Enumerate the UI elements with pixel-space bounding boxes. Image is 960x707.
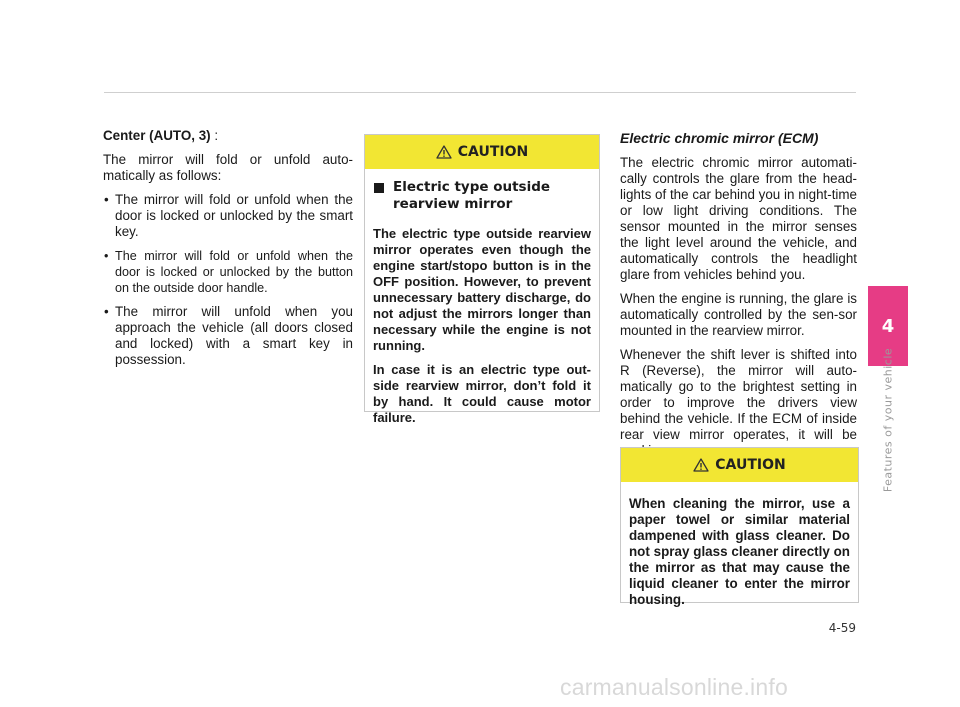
- left-column: [103, 128, 353, 376]
- caution-subtitle: Electric type outside rearview mirror: [373, 179, 591, 213]
- caution-header: [621, 448, 858, 482]
- center-auto-heading: Center (AUTO, 3) :: [103, 128, 219, 143]
- list-item: • The mirror will fold or unfold when the door is locked or unlocked by the button on the outside door handle.: [103, 248, 353, 296]
- fold-intro: The mirror will fold or unfold auto-matically as follows:: [103, 152, 353, 183]
- fold-bullet-list: [103, 192, 353, 368]
- chapter-side-label: Features of your vehicle: [881, 347, 895, 493]
- warning-triangle-icon: [436, 145, 452, 159]
- caution-body: [365, 169, 599, 426]
- warning-triangle-icon: [693, 458, 709, 472]
- header-rule: [104, 92, 856, 93]
- caution-paragraph: When cleaning the mirror, use a paper towel or similar material dampened with glass cleaner. Do not spray glass cleaner directly on the mirror as that may cause the liquid cleaner to enter the mirror housing.: [629, 496, 850, 607]
- list-item: • The mirror will unfold when you approach the vehicle (all doors closed and locked) with a smart key in possession.: [103, 304, 353, 368]
- caution-label: CAUTION: [715, 457, 786, 473]
- caution-label: CAUTION: [457, 144, 529, 160]
- square-bullet-icon: [374, 183, 384, 193]
- caution-box-cleaning: [620, 447, 859, 607]
- list-item: • The mirror will fold or unfold when the door is locked or unlocked by the smart key.: [103, 192, 353, 240]
- caution-body: [621, 482, 858, 608]
- ecm-paragraph: The electric chromic mirror automati-cally controls the glare from the head-lights of the car behind you in night-time or low light driving conditions. The sensor mounted in the mirror senses the light level around the vehicle, and automatically controls the headlight glare from vehicles behind you.: [620, 155, 857, 282]
- caution-paragraph: The electric type outside rearview mirror operates even though the engine start/stopo button is in the OFF position. However, to prevent unnecessary battery discharge, do not adjust the mirrors longer than necessary while the engine is not running.: [373, 226, 591, 353]
- chapter-tab: 4: [868, 286, 908, 366]
- caution-box-outside-mirror: [364, 134, 600, 425]
- caution-paragraph: In case it is an electric type out-side rearview mirror, don’t fold it by hand. It could cause motor failure.: [373, 362, 591, 425]
- ecm-paragraph: Whenever the shift lever is shifted into R (Reverse), the mirror will auto-matically go to the brightest setting in order to improve the drivers view behind the vehicle. If the ECM of inside rear view mirror operates, it will be: [620, 347, 857, 442]
- ecm-paragraph: When the engine is running, the glare is automatically controlled by the sen-sor mounted in the rearview mirror.: [620, 291, 857, 338]
- caution-header: [365, 135, 599, 169]
- ecm-section-title: Electric chromic mirror (ECM): [620, 130, 819, 146]
- watermark: carmanualsonline.info: [560, 674, 788, 700]
- page-number: 4-59: [828, 621, 856, 635]
- right-column: [620, 130, 857, 467]
